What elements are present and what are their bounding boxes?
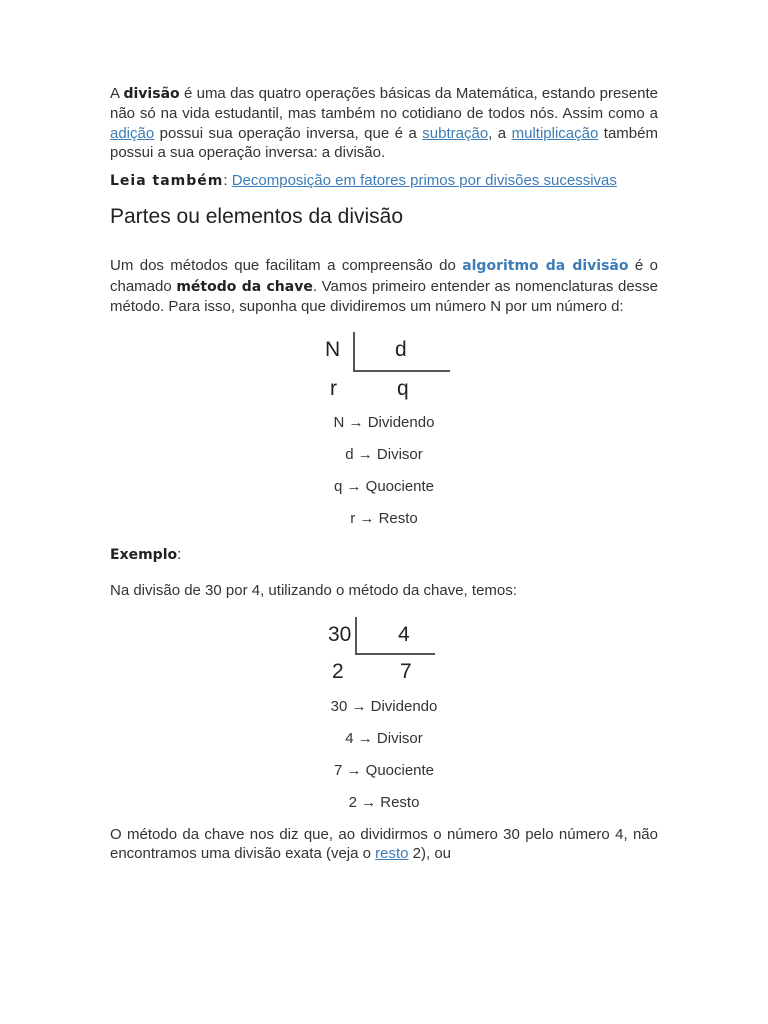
dividend-cell: N	[325, 338, 341, 362]
legend-example	[110, 698, 658, 811]
link-subtracao[interactable]: subtração	[422, 124, 489, 142]
dividend-cell: 30	[328, 622, 352, 646]
quotient-cell: 7	[400, 659, 412, 683]
bracket-horizontal-line	[355, 653, 435, 655]
example-paragraph: Na divisão de 30 por 4, utilizando o método da chave, temos:	[110, 581, 517, 599]
remainder-cell: 2	[332, 659, 344, 683]
method-text: é o chamado	[110, 257, 658, 295]
divisor-cell: d	[395, 338, 407, 362]
bold-term-divisao: divisão	[123, 86, 180, 102]
intro-text: também possui a sua operação inversa: a divisão.	[110, 124, 658, 161]
legend-general	[110, 414, 658, 527]
intro-text: é uma das quatro operações básicas da Matemática, estando presente não só na vida estudantil, mas também no cotidiano de todos nós. Assim como a	[110, 85, 658, 123]
remainder-cell: r	[330, 377, 337, 401]
intro-text: A	[110, 85, 124, 102]
closing-text: O método da chave nos diz que, ao dividirmos o número 30 pelo número 4, não encontramos uma divisão exata (veja o	[110, 825, 658, 863]
example-label-text: Exemplo	[110, 547, 178, 564]
bracket-horizontal-line	[353, 370, 450, 372]
link-algoritmo-divisao[interactable]: algoritmo da divisão	[462, 258, 629, 275]
division-bracket-general	[319, 332, 449, 404]
legend-item: N → Dividendo	[333, 414, 435, 432]
section-heading: Partes ou elementos da divisão	[110, 205, 404, 229]
link-adicao[interactable]: adição	[110, 124, 155, 142]
legend-item: q → Quociente	[333, 478, 435, 496]
method-text: . Vamos primeiro entender as nomenclaturas desse método. Para isso, suponha que dividiremos um número N por um número d:	[110, 277, 659, 316]
separator: :	[177, 546, 182, 564]
method-text: Um dos métodos que facilitam a compreensão do	[110, 257, 463, 275]
divisor-cell: 4	[398, 622, 410, 646]
link-multiplicacao[interactable]: multiplicação	[511, 124, 599, 142]
leia-tambem-label: Leia também	[110, 173, 224, 190]
leia-tambem-paragraph	[110, 171, 658, 191]
link-resto[interactable]: resto	[375, 845, 409, 863]
intro-text: possui sua operação inversa, que é a	[154, 124, 423, 142]
division-bracket-example	[324, 617, 444, 687]
closing-paragraph	[110, 825, 658, 864]
legend-item: 7 → Quociente	[333, 761, 435, 779]
bracket-vertical-line	[355, 617, 357, 655]
intro-text: , a	[488, 124, 512, 142]
separator: :	[223, 172, 232, 190]
link-decomposicao[interactable]: Decomposição em fatores primos por divisões sucessivas	[231, 172, 617, 190]
example-label	[110, 545, 658, 565]
legend-item: 4 → Divisor	[345, 729, 423, 747]
quotient-cell: q	[397, 377, 409, 401]
bracket-vertical-line	[353, 332, 355, 372]
legend-item: d → Divisor	[345, 446, 423, 464]
legend-item: r → Resto	[350, 510, 418, 528]
method-paragraph	[110, 256, 658, 316]
legend-item: 2 → Resto	[348, 793, 420, 811]
article	[110, 84, 658, 864]
bold-term-metodo-chave: método da chave	[176, 278, 313, 295]
closing-text: 2), ou	[408, 845, 452, 863]
intro-paragraph	[110, 84, 658, 162]
legend-item: 30 → Dividendo	[330, 697, 438, 715]
